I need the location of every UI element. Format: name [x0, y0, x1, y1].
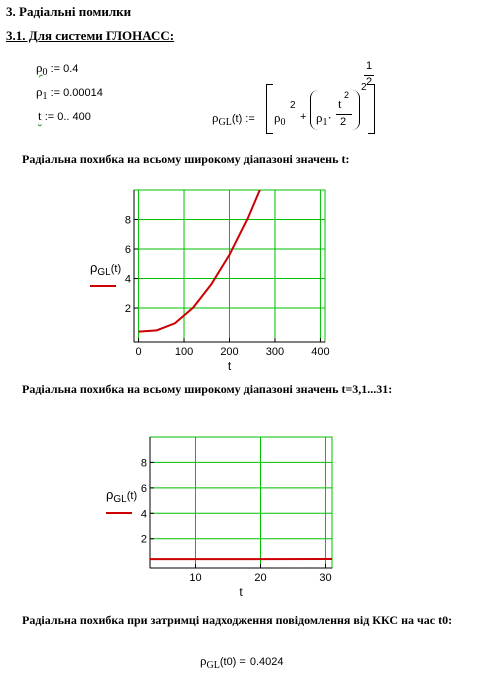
caption-wide-range: Радіальна похибка на всьому широкому діапазоні значень t:: [22, 152, 350, 166]
result-arg: (t0) =: [219, 656, 246, 668]
formula-outer-exp-den: 2: [366, 76, 373, 88]
def-rho0-name: $\rho_0$: [36, 60, 48, 78]
formula-rho1-term: $\rho_1\cdot$: [316, 110, 332, 128]
result-value: 0.4024: [249, 656, 284, 668]
y-axis-label: $\rho_{GL}^{(t)}$: [90, 260, 122, 278]
formula-rho-gl: [212, 60, 387, 140]
formula-fraction-bar: [336, 114, 352, 115]
x-tick-label: 200: [220, 346, 239, 358]
formula-rho0-term: $\rho_0$: [274, 110, 286, 128]
formula-left-bracket: [266, 84, 273, 134]
caption-narrow-range: Радіальна похибка на всьому широкому діапазоні значень t=3,1...31:: [22, 382, 393, 396]
formula-lhs: $\rho_{GL}(t)$ :=: [212, 110, 255, 128]
def-rho1: [36, 84, 103, 102]
def-t-value: := 0.. 400: [44, 111, 91, 123]
x-tick-label: 0: [135, 346, 142, 358]
formula-paren-exp: 2: [361, 82, 367, 93]
caption-delay: Радіальна похибка при затримці надходження повідомлення від ККС на час t0:: [22, 613, 453, 627]
x-tick-label: 20: [254, 572, 267, 584]
x-tick-label: 30: [319, 572, 332, 584]
y-tick-label: 2: [140, 533, 147, 546]
formula-right-bracket: [368, 84, 375, 134]
formula-right-paren: [352, 90, 360, 130]
def-rho1-name: $\rho_1$: [36, 84, 48, 102]
formula-plus: +: [300, 111, 307, 123]
x-tick-label: 400: [311, 346, 330, 358]
y-tick-label: 6: [140, 482, 147, 495]
y-tick-label: 8: [140, 457, 147, 470]
plot-frame: [150, 437, 332, 568]
x-tick-label: 10: [189, 572, 202, 584]
subsection-title: 3.1. Для системи ГЛОНАСС:: [6, 28, 175, 43]
formula-t-num: t: [338, 96, 342, 111]
def-t: [38, 108, 91, 124]
x-axis-label: t: [227, 359, 232, 373]
result-name: $\rho_{GL}$: [200, 653, 220, 671]
y-axis-label: $\rho_{GL}^{(t)}$: [106, 487, 138, 505]
def-rho0: [36, 60, 78, 78]
x-tick-label: 300: [265, 346, 285, 358]
chart-narrow-range: [100, 425, 345, 605]
y-tick-label: 2: [124, 303, 131, 316]
def-t-name: t: [38, 108, 42, 123]
y-tick-label: 4: [140, 508, 147, 521]
y-tick-label: 8: [124, 214, 131, 227]
section-title: 3. Радіальні помилки: [6, 4, 132, 19]
formula-den: 2: [340, 116, 347, 128]
formula-outer-exp-num: 1: [366, 60, 373, 72]
chart-wide-range: [80, 180, 350, 380]
formula-t-exp: 2: [344, 90, 350, 100]
y-tick-label: 6: [124, 244, 131, 257]
result-rho-gl-t0: [200, 652, 283, 671]
x-axis-label: t: [239, 585, 243, 599]
def-rho0-value: := 0.4: [50, 63, 79, 75]
x-tick-label: 100: [174, 346, 194, 358]
y-tick-label: 4: [124, 273, 131, 286]
def-rho1-value: := 0.00014: [50, 87, 103, 99]
formula-rho0-exp: 2: [290, 100, 296, 111]
